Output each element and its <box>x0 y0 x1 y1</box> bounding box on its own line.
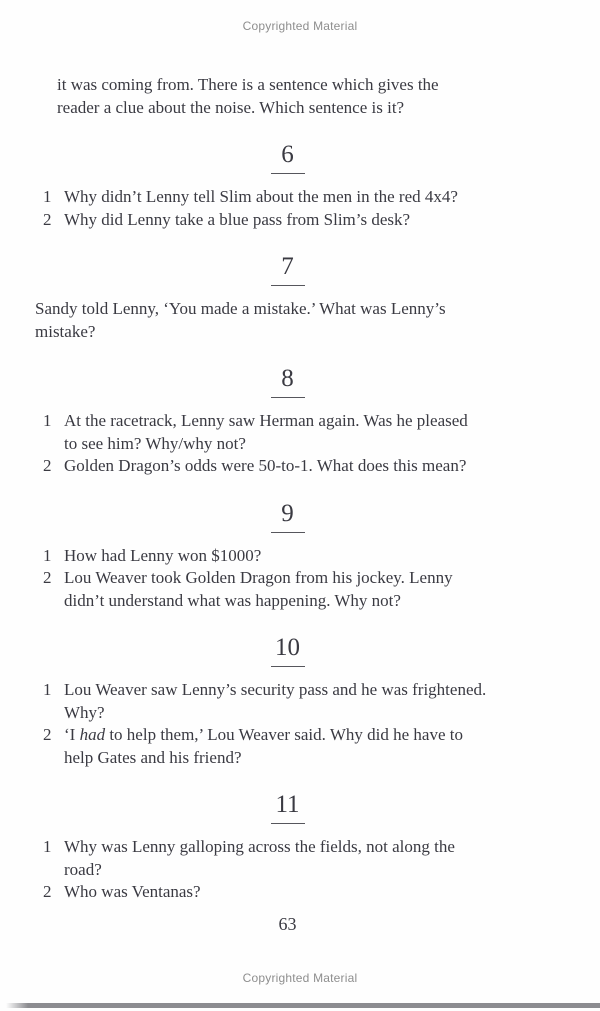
question-text: How had Lenny won $1000? <box>64 545 262 565</box>
section <box>35 635 540 769</box>
section <box>35 366 540 478</box>
question-row <box>35 836 540 881</box>
question-row <box>35 881 540 904</box>
section <box>35 142 540 231</box>
section-number: 11 <box>271 792 305 824</box>
question-text: Why didn’t Lenny tell Slim about the men in the red 4x4? <box>64 187 458 206</box>
question-text: Why was Lenny galloping across the fields, not along the road? <box>64 837 455 879</box>
question-number: 1 <box>43 411 52 430</box>
question-text: Lou Weaver saw Lenny’s security pass and he was frightened. Why? <box>64 680 487 722</box>
question-number: 2 <box>43 456 52 475</box>
question-text: At the racetrack, Lenny saw Herman again. Was he pleased to see him? Why/why not? <box>64 411 468 453</box>
section-heading <box>35 366 540 398</box>
section-number: 10 <box>271 635 305 667</box>
question-row <box>35 679 540 724</box>
section-heading <box>35 501 540 533</box>
copyright-notice-top: Copyrighted Material <box>242 19 358 33</box>
question-number: 2 <box>43 725 52 744</box>
page-number: 63 <box>278 913 297 934</box>
question-row <box>35 545 540 568</box>
section-heading <box>35 254 540 286</box>
sections <box>35 142 540 904</box>
question-number: 1 <box>43 837 52 856</box>
question-number: 2 <box>43 568 52 587</box>
question-number: 1 <box>43 545 52 565</box>
section-number: 6 <box>271 142 305 174</box>
section-paragraph: Sandy told Lenny, ‘You made a mistake.’ What was Lenny’s mistake? <box>35 299 446 341</box>
copyright-notice-bottom: Copyrighted Material <box>242 971 358 985</box>
question-row <box>35 724 540 769</box>
question-number: 2 <box>43 882 52 901</box>
question-text: Golden Dragon’s odds were 50-to-1. What does this mean? <box>64 456 467 475</box>
section-heading <box>35 142 540 174</box>
section <box>35 254 540 343</box>
intro-paragraph: it was coming from. There is a sentence which gives the reader a clue about the noise. Which sentence is it? <box>57 75 439 117</box>
section-heading <box>35 792 540 824</box>
question-text: Who was Ventanas? <box>64 882 201 901</box>
question-row <box>35 186 540 209</box>
section-number: 9 <box>271 501 305 533</box>
section-number: 7 <box>271 254 305 286</box>
section-heading <box>35 635 540 667</box>
question-text: Lou Weaver took Golden Dragon from his jockey. Lenny didn’t understand what was happening. Why not? <box>64 568 453 610</box>
section-number: 8 <box>271 366 305 398</box>
question-text: ‘I had to help them,’ Lou Weaver said. Why did he have to help Gates and his friend? <box>64 725 463 767</box>
question-number: 1 <box>43 187 52 206</box>
question-row <box>35 455 540 478</box>
scan-edge-artifact <box>6 1003 600 1008</box>
question-number: 2 <box>43 209 52 229</box>
page-content <box>35 0 540 935</box>
question-row <box>35 567 540 612</box>
question-text: Why did Lenny take a blue pass from Slim’s desk? <box>64 209 411 229</box>
section <box>35 792 540 904</box>
question-number: 1 <box>43 680 52 699</box>
section <box>35 501 540 613</box>
question-row <box>35 410 540 455</box>
question-row <box>35 209 540 232</box>
